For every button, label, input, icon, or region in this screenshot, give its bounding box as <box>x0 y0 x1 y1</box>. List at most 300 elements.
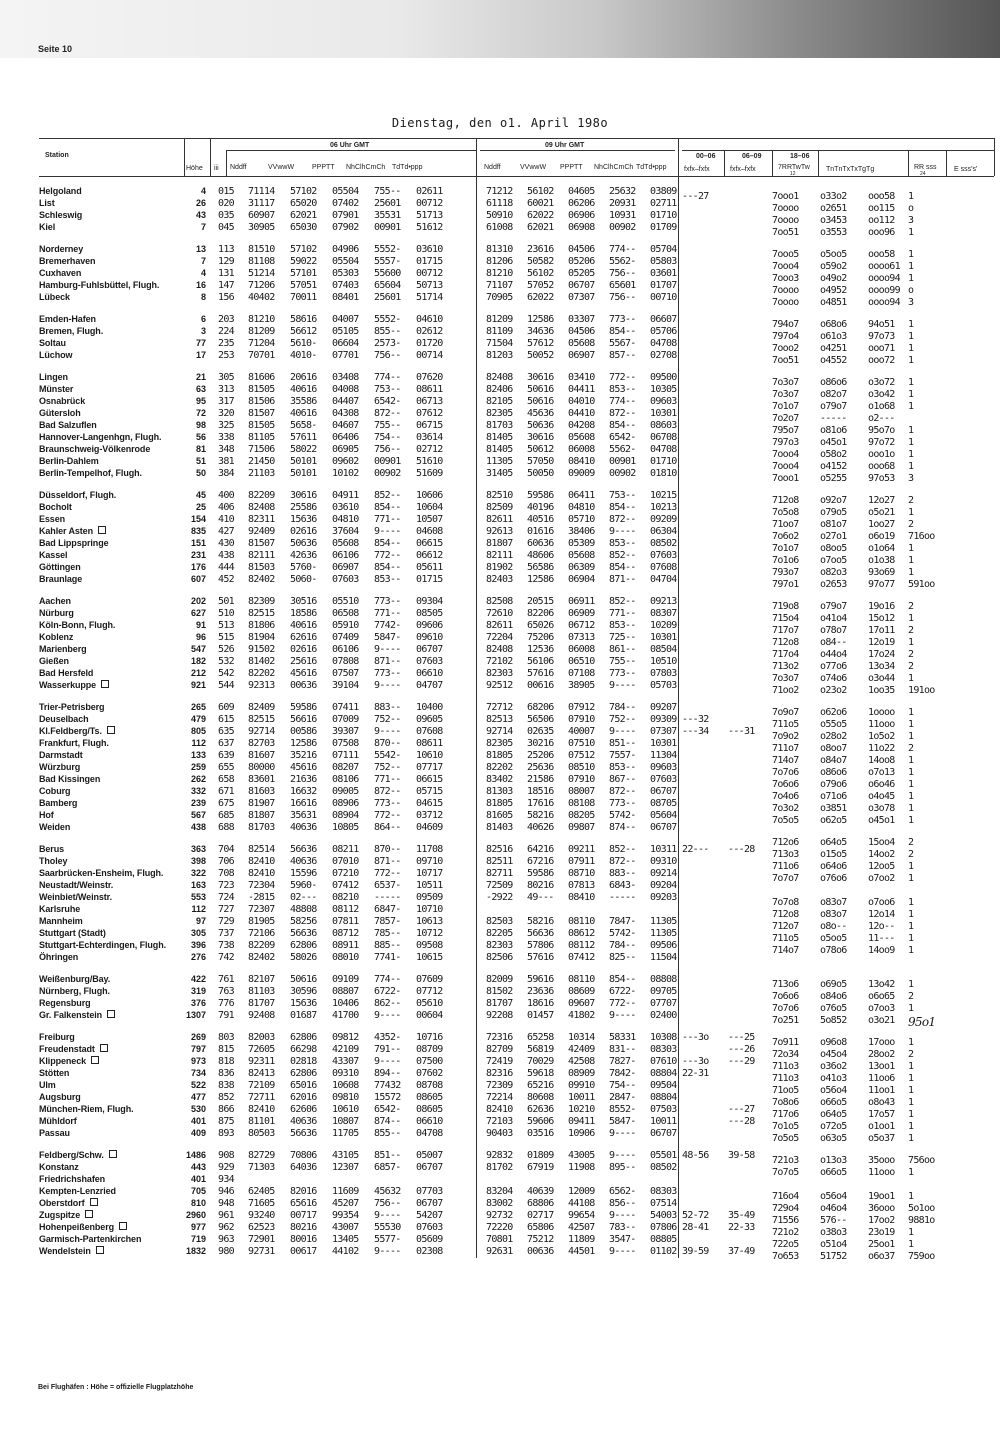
obs09-cell: 08710 <box>568 868 595 879</box>
obs06-cell: 9---- <box>374 526 401 537</box>
climate-cell: 1 <box>908 1003 914 1014</box>
obs06-cell: 30905 <box>248 222 275 233</box>
obs09-cell: 11305 <box>650 916 677 927</box>
obs09-cell: 07806 <box>650 1222 677 1233</box>
obs06-cell: 13405 <box>332 1234 359 1245</box>
climate-cell: 1 <box>908 331 914 342</box>
climate-cell: 717o7 <box>772 625 799 636</box>
obs06-cell: 99354 <box>332 1210 359 1221</box>
gust-cell: ---27 <box>728 1104 755 1115</box>
mountain-station-square-icon <box>100 1044 108 1052</box>
obs09-cell: 92732 <box>486 1210 513 1221</box>
climate-cell: 1 <box>908 437 914 448</box>
climate-cell: 3 <box>908 215 914 226</box>
obs09-cell: 00636 <box>527 1246 554 1257</box>
gust-cell: 28-41 <box>682 1222 709 1233</box>
obs06-cell: 10604 <box>416 502 443 513</box>
station-elevation: 1307 <box>185 1010 206 1020</box>
obs06-cell: 62523 <box>248 1222 275 1233</box>
station-name: Bad Kissingen <box>39 774 101 784</box>
station-elevation: 322 <box>190 868 206 878</box>
obs09-cell: 03601 <box>650 268 677 279</box>
obs09-cell: 04010 <box>568 396 595 407</box>
obs06-cell: 20616 <box>290 372 317 383</box>
obs06-cell: 12307 <box>332 1162 359 1173</box>
obs09-cell: 8552- <box>609 1104 636 1115</box>
obs06-cell: 65020 <box>290 198 317 209</box>
climate-cell: o86o6 <box>820 767 847 778</box>
obs06-cell: 688 <box>218 822 234 833</box>
station-name: München-Riem, Flugh. <box>39 1104 134 1114</box>
station-elevation: 7 <box>200 222 206 232</box>
station-name: Augsburg <box>39 1092 81 1102</box>
obs06-cell: 82410 <box>248 856 275 867</box>
climate-cell: 1 <box>908 1085 914 1096</box>
obs06-cell: 00712 <box>416 268 443 279</box>
climate-cell: o66o5 <box>820 1167 847 1178</box>
obs06-cell: 04308 <box>332 408 359 419</box>
station-name: Lübeck <box>39 292 70 302</box>
obs06-cell: 82515 <box>248 608 275 619</box>
station-name: Köln-Bonn, Flugh. <box>39 620 116 630</box>
obs09-cell: 82611 <box>486 620 513 631</box>
obs09-cell: 00616 <box>527 680 554 691</box>
obs09-cell: 05704 <box>650 244 677 255</box>
climate-cell: o8oo5 <box>820 543 847 554</box>
obs09-cell: 10301 <box>650 632 677 643</box>
obs06-cell: 51714 <box>416 292 443 303</box>
climate-cell: 2 <box>908 519 914 530</box>
climate-cell: ooo71 <box>868 343 895 354</box>
climate-cell: 1 <box>908 389 914 400</box>
climate-cell: o8o-- <box>820 921 847 932</box>
obs09-cell: 25206 <box>527 750 554 761</box>
obs09-cell: 54003 <box>650 1210 677 1221</box>
obs09-cell: 06908 <box>568 222 595 233</box>
obs09-cell: 90403 <box>486 1128 513 1139</box>
obs09-cell: 02635 <box>527 726 554 737</box>
obs06-cell: 02612 <box>416 326 443 337</box>
obs09-cell: 20931 <box>609 198 636 209</box>
obs09-cell: 82305 <box>486 408 513 419</box>
station-name: Koblenz <box>39 632 74 642</box>
obs06-cell: 72304 <box>248 880 275 891</box>
obs09-cell: 10209 <box>650 620 677 631</box>
obs09-cell: 03410 <box>568 372 595 383</box>
climate-cell: 13oo1 <box>868 1061 895 1072</box>
obs09-cell: 18616 <box>527 998 554 1009</box>
climate-cell: 5o852 <box>820 1015 847 1026</box>
obs06-cell: 04008 <box>332 384 359 395</box>
obs06-cell: 82402 <box>248 574 275 585</box>
station-name: Stuttgart-Echterdingen, Flugh. <box>39 940 166 950</box>
obs06-cell: 64036 <box>290 1162 317 1173</box>
obs06-cell: 21636 <box>290 774 317 785</box>
obs09-cell: 62022 <box>527 292 554 303</box>
obs06-cell: 772-- <box>374 810 401 821</box>
obs09-cell: 08609 <box>568 986 595 997</box>
obs06-cell: 444 <box>218 562 234 573</box>
climate-cell: 1 <box>908 1239 914 1250</box>
obs09-cell: 09214 <box>650 868 677 879</box>
obs09-cell: 851-- <box>609 738 636 749</box>
obs06-cell: 06406 <box>332 432 359 443</box>
obs09-cell: 99654 <box>568 1210 595 1221</box>
climate-cell: o71o6 <box>820 791 847 802</box>
obs09-cell: 07608 <box>650 562 677 573</box>
climate-cell: 7o5o8 <box>772 507 799 518</box>
climate-cell: o66o5 <box>820 1097 847 1108</box>
obs09-cell: 854-- <box>609 420 636 431</box>
obs09-cell: 72103 <box>486 1116 513 1127</box>
obs06-cell: 08712 <box>332 928 359 939</box>
obs09-cell: 56819 <box>527 1044 554 1055</box>
climate-cell: 1 <box>908 543 914 554</box>
obs09-cell: 72309 <box>486 1080 513 1091</box>
climate-cell: o6o37 <box>868 1251 895 1262</box>
obs06-cell: 35586 <box>290 396 317 407</box>
climate-cell: 7ooo4 <box>772 261 799 272</box>
obs06-cell: 06612 <box>416 550 443 561</box>
station-elevation: 4 <box>200 268 206 278</box>
climate-cell: o69o5 <box>820 979 847 990</box>
obs06-cell: 09310 <box>332 1068 359 1079</box>
climate-cell: 7ooo5 <box>772 249 799 260</box>
climate-cell: o4251 <box>820 343 847 354</box>
obs06-cell: 852 <box>218 1092 234 1103</box>
obs06-cell: 772-- <box>374 868 401 879</box>
obs09-cell: 05710 <box>568 514 595 525</box>
climate-cell: 36ooo <box>868 1203 895 1214</box>
obs09-cell: 09504 <box>650 1080 677 1091</box>
climate-cell: 712o7 <box>772 921 799 932</box>
station-elevation: 797 <box>190 1044 206 1054</box>
station-elevation: 81 <box>195 444 206 454</box>
obs09-cell: 81210 <box>486 268 513 279</box>
obs09-cell: 08205 <box>568 810 595 821</box>
climate-cell: 1 <box>908 791 914 802</box>
climate-cell: o4552 <box>820 355 847 366</box>
obs06-cell: 82107 <box>248 974 275 985</box>
obs06-cell: 81603 <box>248 786 275 797</box>
obs06-cell: 07717 <box>416 762 443 773</box>
obs06-cell: 5552- <box>374 314 401 325</box>
obs09-cell: 07707 <box>650 998 677 1009</box>
climate-cell: 1 <box>908 731 914 742</box>
climate-cell: 11ooo <box>868 1167 895 1178</box>
obs06-cell: 35631 <box>290 810 317 821</box>
obs06-cell: 06713 <box>416 396 443 407</box>
climate-cell: 93o69 <box>868 567 895 578</box>
obs09-cell: 5562- <box>609 256 636 267</box>
obs09-cell: 72204 <box>486 632 513 643</box>
climate-cell: o61o3 <box>820 331 847 342</box>
obs09-cell: 30616 <box>527 432 554 443</box>
station-elevation: 305 <box>190 928 206 938</box>
climate-cell: 95o1 <box>908 1015 936 1029</box>
obs06-cell: 71605 <box>248 1198 275 1209</box>
obs06-cell: 25586 <box>290 502 317 513</box>
obs06-cell: 07808 <box>332 656 359 667</box>
climate-cell: 1 <box>908 1037 914 1048</box>
obs09-cell: 9---- <box>609 526 636 537</box>
obs06-cell: 02712 <box>416 444 443 455</box>
obs09-cell: 81109 <box>486 326 513 337</box>
climate-cell: oo115 <box>868 203 895 214</box>
climate-cell: o13o3 <box>820 1155 847 1166</box>
header-06-nh: NhClhCmCh <box>346 164 386 171</box>
obs06-cell: 06905 <box>332 444 359 455</box>
station-name: Deuselbach <box>39 714 89 724</box>
obs06-cell: 62405 <box>248 1186 275 1197</box>
obs06-cell: 15572 <box>374 1092 401 1103</box>
climate-cell: 2 <box>908 849 914 860</box>
obs06-cell: 09710 <box>416 856 443 867</box>
climate-cell: o7oo3 <box>868 1003 895 1014</box>
obs09-cell: 08510 <box>568 762 595 773</box>
obs06-cell: 55600 <box>374 268 401 279</box>
climate-cell: ooo58 <box>868 249 895 260</box>
climate-cell: 7o9o2 <box>772 731 799 742</box>
station-name: Passau <box>39 1128 70 1138</box>
obs06-cell: 72307 <box>248 904 275 915</box>
obs09-cell: 06008 <box>568 644 595 655</box>
climate-cell: 17oo2 <box>868 1215 895 1226</box>
obs09-cell: 82408 <box>486 372 513 383</box>
obs09-cell: 65601 <box>609 280 636 291</box>
obs06-cell: 05105 <box>332 326 359 337</box>
header-09-pppt: PPPTT <box>560 164 583 171</box>
climate-cell: 7o8o6 <box>772 1097 799 1108</box>
obs06-cell: 62021 <box>290 210 317 221</box>
header-group-09: 09 Uhr GMT <box>545 142 585 149</box>
obs06-cell: 934 <box>218 1174 234 1185</box>
climate-cell: 97o53 <box>868 473 895 484</box>
mountain-station-square-icon <box>107 726 115 734</box>
obs09-cell: 56106 <box>527 656 554 667</box>
climate-cell: 97o73 <box>868 331 895 342</box>
climate-cell: 11--- <box>868 933 895 944</box>
obs09-cell: 82410 <box>486 1104 513 1115</box>
station-elevation: 43 <box>195 210 206 220</box>
station-name: Neustadt/Weinstr. <box>39 880 114 890</box>
obs09-cell: 82509 <box>486 502 513 513</box>
obs06-cell: 51609 <box>416 468 443 479</box>
obs06-cell: 515 <box>218 632 234 643</box>
climate-cell: 7o5o5 <box>772 815 799 826</box>
station-name: Gr. Falkenstein <box>39 1010 184 1020</box>
obs09-cell: 09207 <box>650 702 677 713</box>
obs09-cell: 06708 <box>650 432 677 443</box>
obs09-cell: 42508 <box>568 1056 595 1067</box>
obs09-cell: 9---- <box>609 726 636 737</box>
gust-cell: 22-31 <box>682 1068 709 1079</box>
climate-cell: 14oo2 <box>868 849 895 860</box>
obs09-cell: 08805 <box>650 1234 677 1245</box>
obs06-cell: 427 <box>218 526 234 537</box>
obs09-cell: 08808 <box>650 974 677 985</box>
obs09-cell: 04411 <box>568 384 595 395</box>
obs06-cell: 09508 <box>416 940 443 951</box>
obs06-cell: 253 <box>218 350 234 361</box>
climate-cell: 7oooo <box>772 203 799 214</box>
obs06-cell: 40636 <box>290 1116 317 1127</box>
station-name: Bamberg <box>39 798 78 808</box>
station-name: Würzburg <box>39 762 81 772</box>
climate-cell: o3o72 <box>868 377 895 388</box>
obs06-cell: 10613 <box>416 916 443 927</box>
obs06-cell: 10610 <box>332 1104 359 1115</box>
climate-cell: o2--- <box>868 413 895 424</box>
climate-cell: oooo61 <box>868 261 900 272</box>
climate-cell: 795o7 <box>772 425 799 436</box>
obs06-cell: 54207 <box>416 1210 443 1221</box>
climate-cell: 759oo <box>908 1251 935 1262</box>
obs06-cell: 929 <box>218 1162 234 1173</box>
obs09-cell: 00902 <box>609 222 636 233</box>
obs06-cell: 09812 <box>332 1032 359 1043</box>
obs06-cell: 08106 <box>332 774 359 785</box>
obs06-cell: 771-- <box>374 608 401 619</box>
obs06-cell: 65616 <box>290 1198 317 1209</box>
obs06-cell: 21450 <box>248 456 275 467</box>
climate-cell: 712o8 <box>772 909 799 920</box>
station-name: Cuxhaven <box>39 268 82 278</box>
climate-cell: o64o5 <box>820 837 847 848</box>
station-elevation: 6 <box>200 314 206 324</box>
obs09-cell: 81203 <box>486 350 513 361</box>
climate-cell: 7o911 <box>772 1037 799 1048</box>
obs09-cell: 81902 <box>486 562 513 573</box>
obs09-cell: 81310 <box>486 244 513 255</box>
obs06-cell: 92714 <box>248 726 275 737</box>
obs09-cell: 09009 <box>568 468 595 479</box>
station-name: Karlsruhe <box>39 904 81 914</box>
header-06-09: 06–09 <box>742 153 762 160</box>
station-name: Stötten <box>39 1068 70 1078</box>
climate-cell: o74o6 <box>820 673 847 684</box>
climate-cell: 7o3o2 <box>772 803 799 814</box>
obs09-cell: 05703 <box>650 680 677 691</box>
obs09-cell: 60021 <box>527 198 554 209</box>
obs09-cell: 872-- <box>609 408 636 419</box>
obs09-cell: 58216 <box>527 916 554 927</box>
obs06-cell: 03614 <box>416 432 443 443</box>
climate-cell: 719o8 <box>772 601 799 612</box>
obs06-cell: 81506 <box>248 396 275 407</box>
climate-cell: 1 <box>908 767 914 778</box>
climate-cell: ---27 <box>682 191 709 202</box>
obs06-cell: 658 <box>218 774 234 785</box>
obs06-cell: 836 <box>218 1068 234 1079</box>
obs06-cell: 39104 <box>332 680 359 691</box>
climate-cell: 19o16 <box>868 601 895 612</box>
obs06-cell: 07411 <box>332 702 359 713</box>
obs06-cell: 82402 <box>248 952 275 963</box>
obs06-cell: 71303 <box>248 1162 275 1173</box>
obs06-cell: 40616 <box>290 384 317 395</box>
climate-cell: o84o7 <box>820 755 847 766</box>
obs06-cell: 82515 <box>248 714 275 725</box>
station-name: Garmisch-Partenkirchen <box>39 1234 142 1244</box>
mountain-station-square-icon <box>107 1010 115 1018</box>
obs06-cell: 838 <box>218 1080 234 1091</box>
obs06-cell: 756-- <box>374 1198 401 1209</box>
obs09-cell: 3547- <box>609 1234 636 1245</box>
obs06-cell: 729 <box>218 916 234 927</box>
obs06-cell: 963 <box>218 1234 234 1245</box>
climate-cell: 7ooo1 <box>772 473 799 484</box>
obs09-cell: 40516 <box>527 514 554 525</box>
obs09-cell: 81303 <box>486 786 513 797</box>
obs06-cell: 6542- <box>374 1104 401 1115</box>
station-elevation: 7 <box>200 256 206 266</box>
station-name: Bad Lippspringe <box>39 538 109 548</box>
obs06-cell: 55530 <box>374 1222 401 1233</box>
obs09-cell: 09310 <box>650 856 677 867</box>
obs06-cell: 82202 <box>248 668 275 679</box>
obs06-cell: 62616 <box>290 632 317 643</box>
obs06-cell: 40616 <box>290 408 317 419</box>
climate-cell: o79o7 <box>820 401 847 412</box>
obs06-cell: 07701 <box>332 350 359 361</box>
obs06-cell: 753-- <box>374 384 401 395</box>
climate-cell: 7o5o5 <box>772 1133 799 1144</box>
obs09-cell: 81707 <box>486 998 513 1009</box>
climate-cell: 71556 <box>772 1215 799 1226</box>
climate-cell: ooo1o <box>868 449 895 460</box>
obs09-cell: 08303 <box>650 1186 677 1197</box>
obs09-cell: 45636 <box>527 408 554 419</box>
climate-cell: o6o46 <box>868 779 895 790</box>
station-elevation: 50 <box>195 468 206 478</box>
climate-cell: o5oo5 <box>820 933 847 944</box>
climate-cell: 1 <box>908 637 914 648</box>
obs09-cell: ----- <box>609 892 636 903</box>
climate-cell: o49o2 <box>820 273 847 284</box>
climate-cell: o3o21 <box>868 1015 895 1026</box>
obs06-cell: 92731 <box>248 1246 275 1257</box>
station-name: Gießen <box>39 656 69 666</box>
obs06-cell: 384 <box>218 468 234 479</box>
climate-cell: 1 <box>908 815 914 826</box>
obs09-cell: 50052 <box>527 350 554 361</box>
climate-cell: o4851 <box>820 297 847 308</box>
obs06-cell: 82311 <box>248 514 275 525</box>
obs09-cell: 50910 <box>486 210 513 221</box>
obs06-cell: 57102 <box>290 186 317 197</box>
climate-cell: 1 <box>908 191 914 202</box>
obs06-cell: 06715 <box>416 420 443 431</box>
station-elevation: 269 <box>190 1032 206 1042</box>
obs09-cell: 65026 <box>527 620 554 631</box>
climate-cell: 1 <box>908 555 914 566</box>
station-name: Freiburg <box>39 1032 75 1042</box>
climate-cell: 1 <box>908 343 914 354</box>
station-name: Kl.Feldberg/Ts. <box>39 726 184 736</box>
obs06-cell: 48808 <box>290 904 317 915</box>
obs09-cell: 09705 <box>650 986 677 997</box>
obs09-cell: 92512 <box>486 680 513 691</box>
obs06-cell: 45632 <box>374 1186 401 1197</box>
climate-cell: 1 <box>908 979 914 990</box>
climate-cell: ooo58 <box>868 191 895 202</box>
obs09-cell: 41802 <box>568 1010 595 1021</box>
climate-cell: 51752 <box>820 1251 847 1262</box>
obs09-cell: 5567- <box>609 338 636 349</box>
obs06-cell: 82209 <box>248 490 275 501</box>
obs06-cell: 08807 <box>332 986 359 997</box>
